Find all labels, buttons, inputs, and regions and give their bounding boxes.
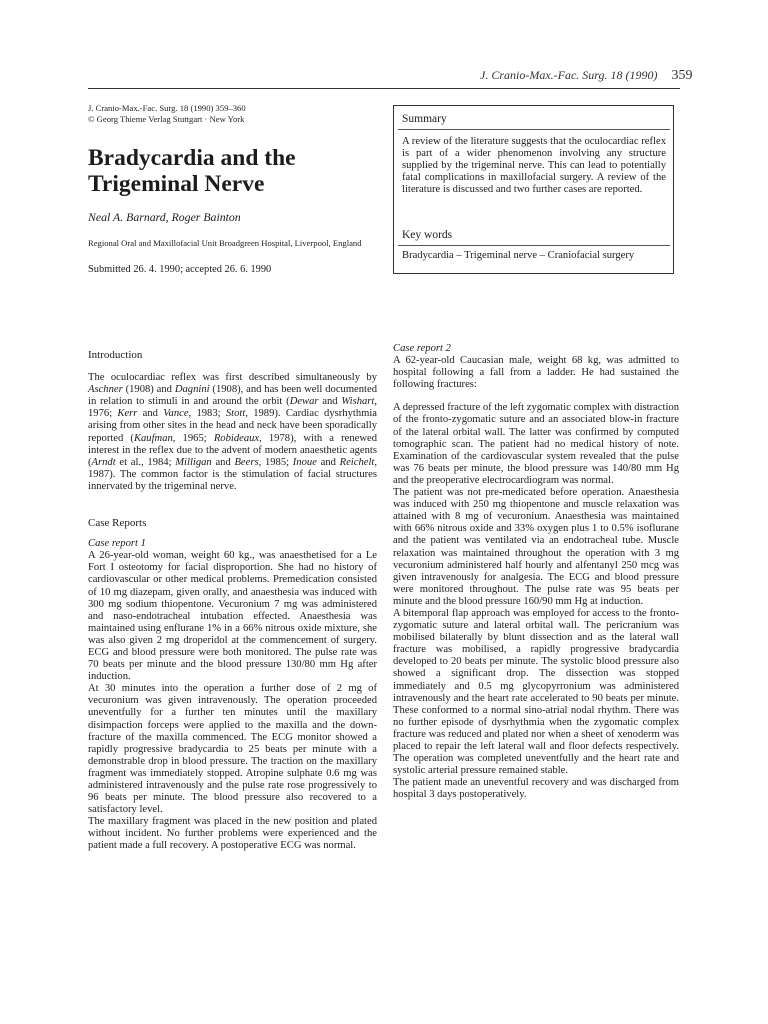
case-2-paragraph-1: A 62-year-old Caucasian male, weight 68 kg, was admitted to hospital following a fall from a ladder. He had sustained the following fractures: bbox=[393, 355, 679, 391]
left-column bbox=[88, 349, 377, 853]
keywords-heading: Key words bbox=[402, 229, 453, 241]
introduction-heading: Introduction bbox=[88, 349, 143, 361]
case-2-paragraph-5: The patient made an uneventful recovery and was discharged from hospital 3 days postoperatively. bbox=[393, 777, 679, 801]
summary-rule bbox=[398, 129, 670, 130]
case-2-paragraph-3: The patient was not pre-medicated before operation. Anaesthesia was induced with 250 mg thiopentone and muscle relaxation was attained with 8 mg of vecuronium. Anaesthesia was maintained with 66% nitrous oxide and 33% oxygen plus 1 to 0.5% isoflurane and the patient was ventilated via an endotracheal tube. Muscle relaxation was maintained throughout the operation with 3 mg vecuronium administered half hourly and alfentanyl 250 mcg was given intravenously for analgesia. The ECG and blood pressure were monitored throughout. The pulse rate was 95 beats per minute and the blood pressure 160/90 mm Hg at induction. bbox=[393, 487, 679, 607]
case-2-paragraph-2: A depressed fracture of the left zygomatic complex with distraction of the fronto-zygomatic suture and an associated blow-in fracture of the lateral orbital wall. The latter was confirmed by computed tomographic scan. The patient had no medical history of note. Examination of the cardiovascular system revealed that the pulse was 76 beats per minute, the blood pressure was 140/80 mm Hg and the preoperative electrocardiogram was normal. bbox=[393, 402, 679, 486]
citation-line-1: J. Cranio-Max.-Fac. Surg. 18 (1990) 359–360 bbox=[88, 103, 246, 113]
case-report-1-heading: Case report 1 bbox=[88, 538, 146, 550]
citation bbox=[88, 103, 388, 124]
introduction-paragraph: The oculocardiac reflex was first described simultaneously by Aschner (1908) and Dagnini (1908), and has been well documented in relation to stimuli in and around the orbit (Dewar and Wishart, 1976; Kerr and Vance, 1983; Stott, 1989). Cardiac dysrhythmia arising from other sites in the head and neck have been sporadically reported (Kaufman, 1965; Robideaux, 1978), with a renewed interest in the reflex due to the advent of modern anaesthetic agents (Arndt et al., 1984; Milligan and Beers, 1985; Inoue and Reichelt, 1987). The common factor is the stimulation of facial structures innervated by the trigeminal nerve. bbox=[88, 372, 378, 492]
case-report-2-heading: Case report 2 bbox=[393, 343, 451, 354]
running-head bbox=[480, 68, 693, 84]
citation-line-2: © Georg Thieme Verlag Stuttgart · New York bbox=[88, 113, 245, 124]
article-title: Bradycardia and the Trigeminal Nerve bbox=[88, 145, 296, 197]
authors: Neal A. Barnard, Roger Bainton bbox=[88, 210, 241, 224]
summary-heading: Summary bbox=[402, 113, 447, 125]
right-column bbox=[393, 343, 679, 801]
case-reports-heading: Case Reports bbox=[88, 517, 147, 530]
case-1-paragraph-3: The maxillary fragment was placed in the new position and plated without incident. No further problems were experienced and the patient made a full recovery. A postoperative ECG was normal. bbox=[88, 816, 377, 852]
keywords-text: Bradycardia – Trigeminal nerve – Craniofacial surgery bbox=[402, 250, 635, 261]
case-1-paragraph-1: A 26-year-old woman, weight 60 kg., was anaesthetised for a Le Fort I osteotomy for facial disproportion. She had no history of cardiovascular or other medical problems. Premedication consisted of 10 mg diazepam, given orally, and anaesthesia was induced with 300 mg sodium thiopentone. Vecuronium 7 mg was administered and naso-endotracheal intubation effected. Anaesthesia was maintained using enflurane 1% in a 66% nitrous oxide mixture, she was also given 2 mg droperidol at the commencement of surgery. ECG and blood pressure were both monitored. The pulse rate was 70 beats per minute and the blood pressure 130/80 mm Hg after induction. bbox=[88, 550, 377, 683]
case-2-paragraph-4: A bitemporal flap approach was employed for access to the fronto-zygomatic suture and lateral orbital wall. The pericranium was mobilised bilaterally by blunt dissection and as the lateral wall fracture was mobilised, a rapidly progressive bradycardia developed to 20 beats per minute. The systolic blood pressure also showed a significant drop. The dissection was stopped immediately and 0.5 mg glycopyrronium was administered intravenously and the heart rate accelerated to 90 beats per minute. These conformed to a normal sino-atrial nodal rhythm. There was no further episode of dysrhythmia when the zygomatic complex fracture was reduced and plated nor when a sheet of xenoderm was placed to repair the left lateral wall and floor defects respectively. The operation was completed uneventfully and the heart rate and systolic arterial pressure remained stable. bbox=[393, 607, 679, 777]
header-rule bbox=[88, 88, 680, 89]
submitted-date: Submitted 26. 4. 1990; accepted 26. 6. 1990 bbox=[88, 264, 272, 275]
summary-text: A review of the literature suggests that the oculocardiac reflex is part of a wider phenomenon involving any structure supplied by the trigeminal nerve. This can lead to potentially fatal complications in maxillofacial surgery. A review of the literature is discussed and two further cases are reported. bbox=[402, 136, 666, 196]
running-head-journal: J. Cranio-Max.-Fac. Surg. 18 (1990) bbox=[480, 68, 658, 82]
case-1-paragraph-2: At 30 minutes into the operation a further dose of 2 mg of vecuronium was given intravenously. The operation proceeded uneventfully for a further ten minutes until the maxillary disimpaction forceps were applied to the maxilla and the down-fracture of the maxilla commenced. The ECG monitor showed a rapidly progressive bradycardia to 25 beats per minute with a demonstrable drop in blood pressure. The traction on the maxillary fragment was immediately stopped. Atropine sulphate 0.6 mg was administered intravenously and the pulse rate rose progressively to 96 beats per minute. The blood pressure also recovered to a satisfactory level. bbox=[88, 683, 377, 816]
keywords-rule bbox=[398, 245, 670, 246]
affiliation: Regional Oral and Maxillofacial Unit Broadgreen Hospital, Liverpool, England bbox=[88, 238, 362, 248]
page-number: 359 bbox=[671, 68, 693, 83]
